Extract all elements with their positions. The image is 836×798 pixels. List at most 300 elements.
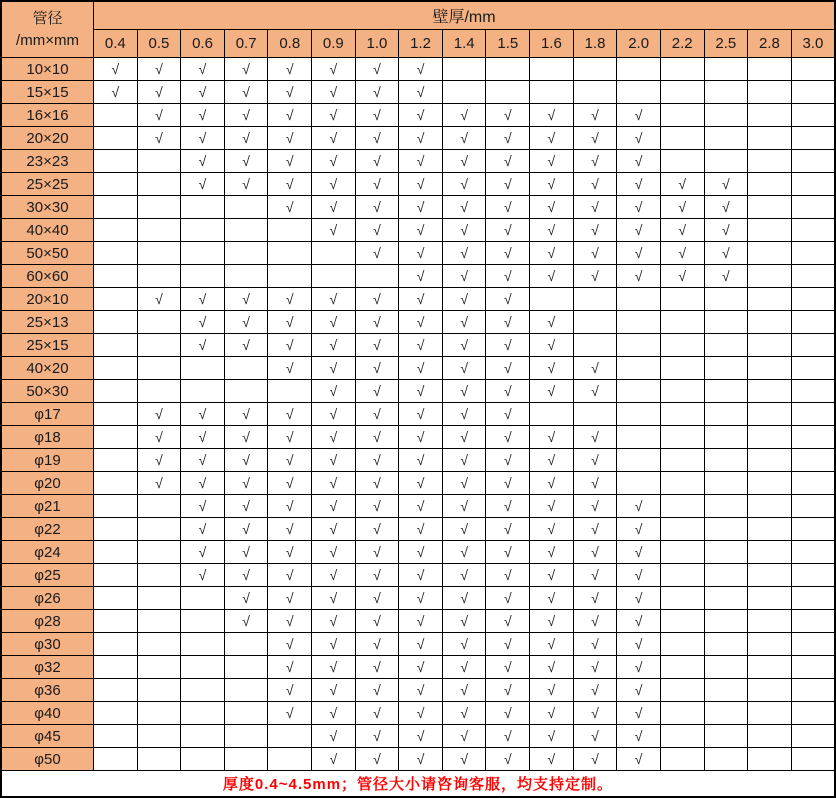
empty-cell [268,725,312,748]
check-cell: √ [312,587,356,610]
check-cell: √ [617,587,661,610]
empty-cell [791,104,835,127]
check-cell: √ [399,288,443,311]
table-row [1,196,835,219]
check-cell: √ [137,58,181,81]
empty-cell [791,288,835,311]
check-cell: √ [442,311,486,334]
check-cell: √ [224,472,268,495]
check-cell: √ [312,679,356,702]
empty-cell [617,403,661,426]
empty-cell [137,656,181,679]
thickness-column-header: 1.5 [486,30,530,58]
thickness-column-header: 2.8 [748,30,792,58]
empty-cell [704,633,748,656]
check-cell: √ [530,679,574,702]
empty-cell [660,633,704,656]
check-cell: √ [442,265,486,288]
empty-cell [137,633,181,656]
empty-cell [791,610,835,633]
check-cell: √ [137,288,181,311]
empty-cell [660,380,704,403]
check-cell: √ [399,219,443,242]
check-cell: √ [617,679,661,702]
row-label: φ36 [1,679,94,702]
check-cell: √ [617,173,661,196]
check-cell: √ [573,656,617,679]
empty-cell [791,472,835,495]
check-cell: √ [181,403,225,426]
check-cell: √ [530,748,574,771]
check-cell: √ [355,541,399,564]
check-cell: √ [617,610,661,633]
check-cell: √ [617,748,661,771]
empty-cell [530,81,574,104]
check-cell: √ [312,725,356,748]
check-cell: √ [268,610,312,633]
empty-cell [94,127,138,150]
empty-cell [704,104,748,127]
check-cell: √ [268,633,312,656]
check-cell: √ [530,311,574,334]
table-row [1,334,835,357]
check-cell: √ [399,472,443,495]
check-cell: √ [94,58,138,81]
check-cell: √ [442,702,486,725]
check-cell: √ [617,656,661,679]
row-label: 40×20 [1,357,94,380]
empty-cell [748,679,792,702]
empty-cell [660,541,704,564]
empty-cell [94,426,138,449]
row-label: φ21 [1,495,94,518]
table-body [1,58,835,771]
check-cell: √ [355,104,399,127]
empty-cell [268,748,312,771]
check-cell: √ [486,196,530,219]
check-cell: √ [617,541,661,564]
check-cell: √ [181,334,225,357]
check-cell: √ [312,748,356,771]
empty-cell [791,403,835,426]
check-cell: √ [268,334,312,357]
empty-cell [224,656,268,679]
empty-cell [791,725,835,748]
empty-cell [573,311,617,334]
empty-cell [94,725,138,748]
check-cell: √ [355,150,399,173]
empty-cell [704,58,748,81]
empty-cell [748,81,792,104]
check-cell: √ [355,610,399,633]
empty-cell [617,334,661,357]
empty-cell [137,725,181,748]
empty-cell [442,81,486,104]
check-cell: √ [530,518,574,541]
check-cell: √ [181,541,225,564]
check-cell: √ [399,380,443,403]
check-cell: √ [530,196,574,219]
empty-cell [486,81,530,104]
table-row [1,173,835,196]
empty-cell [748,472,792,495]
check-cell: √ [573,196,617,219]
empty-cell [791,380,835,403]
check-cell: √ [399,357,443,380]
check-cell: √ [224,403,268,426]
empty-cell [94,288,138,311]
empty-cell [268,242,312,265]
thickness-column-header: 0.5 [137,30,181,58]
empty-cell [181,265,225,288]
check-cell: √ [224,426,268,449]
check-cell: √ [442,173,486,196]
check-cell: √ [312,173,356,196]
check-cell: √ [442,472,486,495]
check-cell: √ [355,564,399,587]
empty-cell [617,380,661,403]
empty-cell [94,610,138,633]
check-cell: √ [355,173,399,196]
check-cell: √ [181,58,225,81]
empty-cell [486,58,530,81]
empty-cell [224,702,268,725]
check-cell: √ [573,518,617,541]
empty-cell [94,173,138,196]
check-cell: √ [268,173,312,196]
check-cell: √ [224,311,268,334]
check-cell: √ [530,104,574,127]
check-cell: √ [617,633,661,656]
check-cell: √ [573,104,617,127]
check-cell: √ [268,104,312,127]
empty-cell [94,656,138,679]
empty-cell [748,748,792,771]
table-header [1,1,835,58]
empty-cell [530,58,574,81]
empty-cell [94,104,138,127]
empty-cell [791,81,835,104]
empty-cell [181,380,225,403]
empty-cell [660,334,704,357]
empty-cell [791,150,835,173]
check-cell: √ [355,334,399,357]
empty-cell [224,357,268,380]
check-cell: √ [442,403,486,426]
check-cell: √ [660,173,704,196]
check-cell: √ [573,357,617,380]
check-cell: √ [530,219,574,242]
check-cell: √ [573,679,617,702]
check-cell: √ [94,81,138,104]
empty-cell [704,311,748,334]
check-cell: √ [268,81,312,104]
check-cell: √ [442,357,486,380]
empty-cell [94,334,138,357]
empty-cell [704,357,748,380]
check-cell: √ [704,173,748,196]
empty-cell [573,288,617,311]
empty-cell [181,219,225,242]
check-cell: √ [573,725,617,748]
empty-cell [94,219,138,242]
check-cell: √ [355,219,399,242]
empty-cell [748,564,792,587]
empty-cell [94,587,138,610]
check-cell: √ [573,702,617,725]
empty-cell [137,173,181,196]
empty-cell [137,150,181,173]
empty-cell [94,265,138,288]
row-label: 15×15 [1,81,94,104]
empty-cell [748,656,792,679]
row-label: 23×23 [1,150,94,173]
table-row [1,472,835,495]
empty-cell [137,265,181,288]
empty-cell [94,242,138,265]
check-cell: √ [181,288,225,311]
check-cell: √ [573,587,617,610]
check-cell: √ [312,495,356,518]
table-row [1,495,835,518]
empty-cell [704,495,748,518]
empty-cell [137,564,181,587]
check-cell: √ [530,173,574,196]
row-label: φ26 [1,587,94,610]
check-cell: √ [617,725,661,748]
empty-cell [660,725,704,748]
empty-cell [660,518,704,541]
empty-cell [704,81,748,104]
table-row [1,633,835,656]
check-cell: √ [399,242,443,265]
thickness-column-header: 0.4 [94,30,138,58]
check-cell: √ [312,104,356,127]
empty-cell [617,449,661,472]
empty-cell [94,311,138,334]
check-cell: √ [268,702,312,725]
empty-cell [181,242,225,265]
check-cell: √ [399,196,443,219]
check-cell: √ [399,265,443,288]
empty-cell [704,610,748,633]
empty-cell [704,127,748,150]
empty-cell [748,219,792,242]
check-cell: √ [573,127,617,150]
check-cell: √ [399,725,443,748]
empty-cell [660,426,704,449]
check-cell: √ [399,58,443,81]
check-cell: √ [312,196,356,219]
check-cell: √ [181,564,225,587]
empty-cell [748,104,792,127]
empty-cell [137,242,181,265]
empty-cell [748,288,792,311]
table-row [1,104,835,127]
empty-cell [312,265,356,288]
empty-cell [748,242,792,265]
check-cell: √ [442,748,486,771]
check-cell: √ [312,357,356,380]
thickness-column-header: 0.9 [312,30,356,58]
check-cell: √ [268,541,312,564]
table-row [1,311,835,334]
check-cell: √ [442,610,486,633]
empty-cell [617,81,661,104]
empty-cell [94,748,138,771]
empty-cell [748,633,792,656]
table-row [1,426,835,449]
check-cell: √ [399,426,443,449]
check-cell: √ [442,725,486,748]
empty-cell [312,242,356,265]
empty-cell [181,196,225,219]
check-cell: √ [530,242,574,265]
empty-cell [181,357,225,380]
check-cell: √ [355,449,399,472]
empty-cell [181,702,225,725]
check-cell: √ [442,380,486,403]
empty-cell [137,610,181,633]
check-cell: √ [442,633,486,656]
empty-cell [748,265,792,288]
empty-cell [791,311,835,334]
table-row [1,127,835,150]
check-cell: √ [399,679,443,702]
empty-cell [704,656,748,679]
check-cell: √ [530,426,574,449]
row-label: 16×16 [1,104,94,127]
check-cell: √ [530,334,574,357]
empty-cell [704,725,748,748]
empty-cell [704,541,748,564]
table-row [1,587,835,610]
check-cell: √ [224,58,268,81]
empty-cell [704,426,748,449]
empty-cell [660,449,704,472]
check-cell: √ [530,127,574,150]
empty-cell [660,311,704,334]
empty-cell [791,495,835,518]
check-cell: √ [573,564,617,587]
check-cell: √ [442,541,486,564]
check-cell: √ [573,265,617,288]
check-cell: √ [530,541,574,564]
thickness-column-header: 1.4 [442,30,486,58]
check-cell: √ [530,564,574,587]
check-cell: √ [312,58,356,81]
check-cell: √ [486,702,530,725]
check-cell: √ [486,449,530,472]
check-cell: √ [486,265,530,288]
empty-cell [573,334,617,357]
check-cell: √ [268,127,312,150]
check-cell: √ [704,265,748,288]
empty-cell [224,196,268,219]
check-cell: √ [486,518,530,541]
check-cell: √ [573,472,617,495]
check-cell: √ [224,610,268,633]
table-row [1,58,835,81]
check-cell: √ [573,449,617,472]
check-cell: √ [486,150,530,173]
check-cell: √ [268,58,312,81]
empty-cell [791,633,835,656]
check-cell: √ [137,104,181,127]
empty-cell [748,702,792,725]
check-cell: √ [312,564,356,587]
check-cell: √ [268,518,312,541]
check-cell: √ [486,426,530,449]
empty-cell [660,58,704,81]
check-cell: √ [312,610,356,633]
corner-header-line2: /mm×mm [16,31,79,49]
check-cell: √ [399,748,443,771]
check-cell: √ [486,472,530,495]
check-cell: √ [530,472,574,495]
check-cell: √ [355,702,399,725]
empty-cell [704,518,748,541]
row-label: 20×20 [1,127,94,150]
empty-cell [617,472,661,495]
corner-header-cell [1,1,94,58]
thickness-column-header: 0.6 [181,30,225,58]
empty-cell [791,702,835,725]
empty-cell [704,748,748,771]
check-cell: √ [312,472,356,495]
empty-cell [660,150,704,173]
check-cell: √ [399,127,443,150]
check-cell: √ [312,81,356,104]
check-cell: √ [355,311,399,334]
check-cell: √ [181,472,225,495]
footer-note: 厚度0.4~4.5mm；管径大小请咨询客服，均支持定制。 [1,771,835,798]
row-label: 40×40 [1,219,94,242]
empty-cell [791,127,835,150]
empty-cell [137,541,181,564]
check-cell: √ [355,518,399,541]
empty-cell [94,196,138,219]
row-label: 25×15 [1,334,94,357]
row-label: 60×60 [1,265,94,288]
check-cell: √ [660,196,704,219]
check-cell: √ [530,357,574,380]
empty-cell [137,196,181,219]
check-cell: √ [442,679,486,702]
check-cell: √ [355,633,399,656]
check-cell: √ [486,725,530,748]
check-cell: √ [355,587,399,610]
check-cell: √ [399,150,443,173]
thickness-column-header: 2.5 [704,30,748,58]
check-cell: √ [181,104,225,127]
row-label: 50×30 [1,380,94,403]
table-row [1,610,835,633]
check-cell: √ [704,242,748,265]
empty-cell [791,541,835,564]
empty-cell [137,518,181,541]
empty-cell [791,173,835,196]
table-footer [1,771,835,798]
check-cell: √ [617,265,661,288]
empty-cell [660,564,704,587]
check-cell: √ [530,449,574,472]
check-cell: √ [486,104,530,127]
check-cell: √ [530,150,574,173]
check-cell: √ [355,748,399,771]
check-cell: √ [399,702,443,725]
empty-cell [748,334,792,357]
